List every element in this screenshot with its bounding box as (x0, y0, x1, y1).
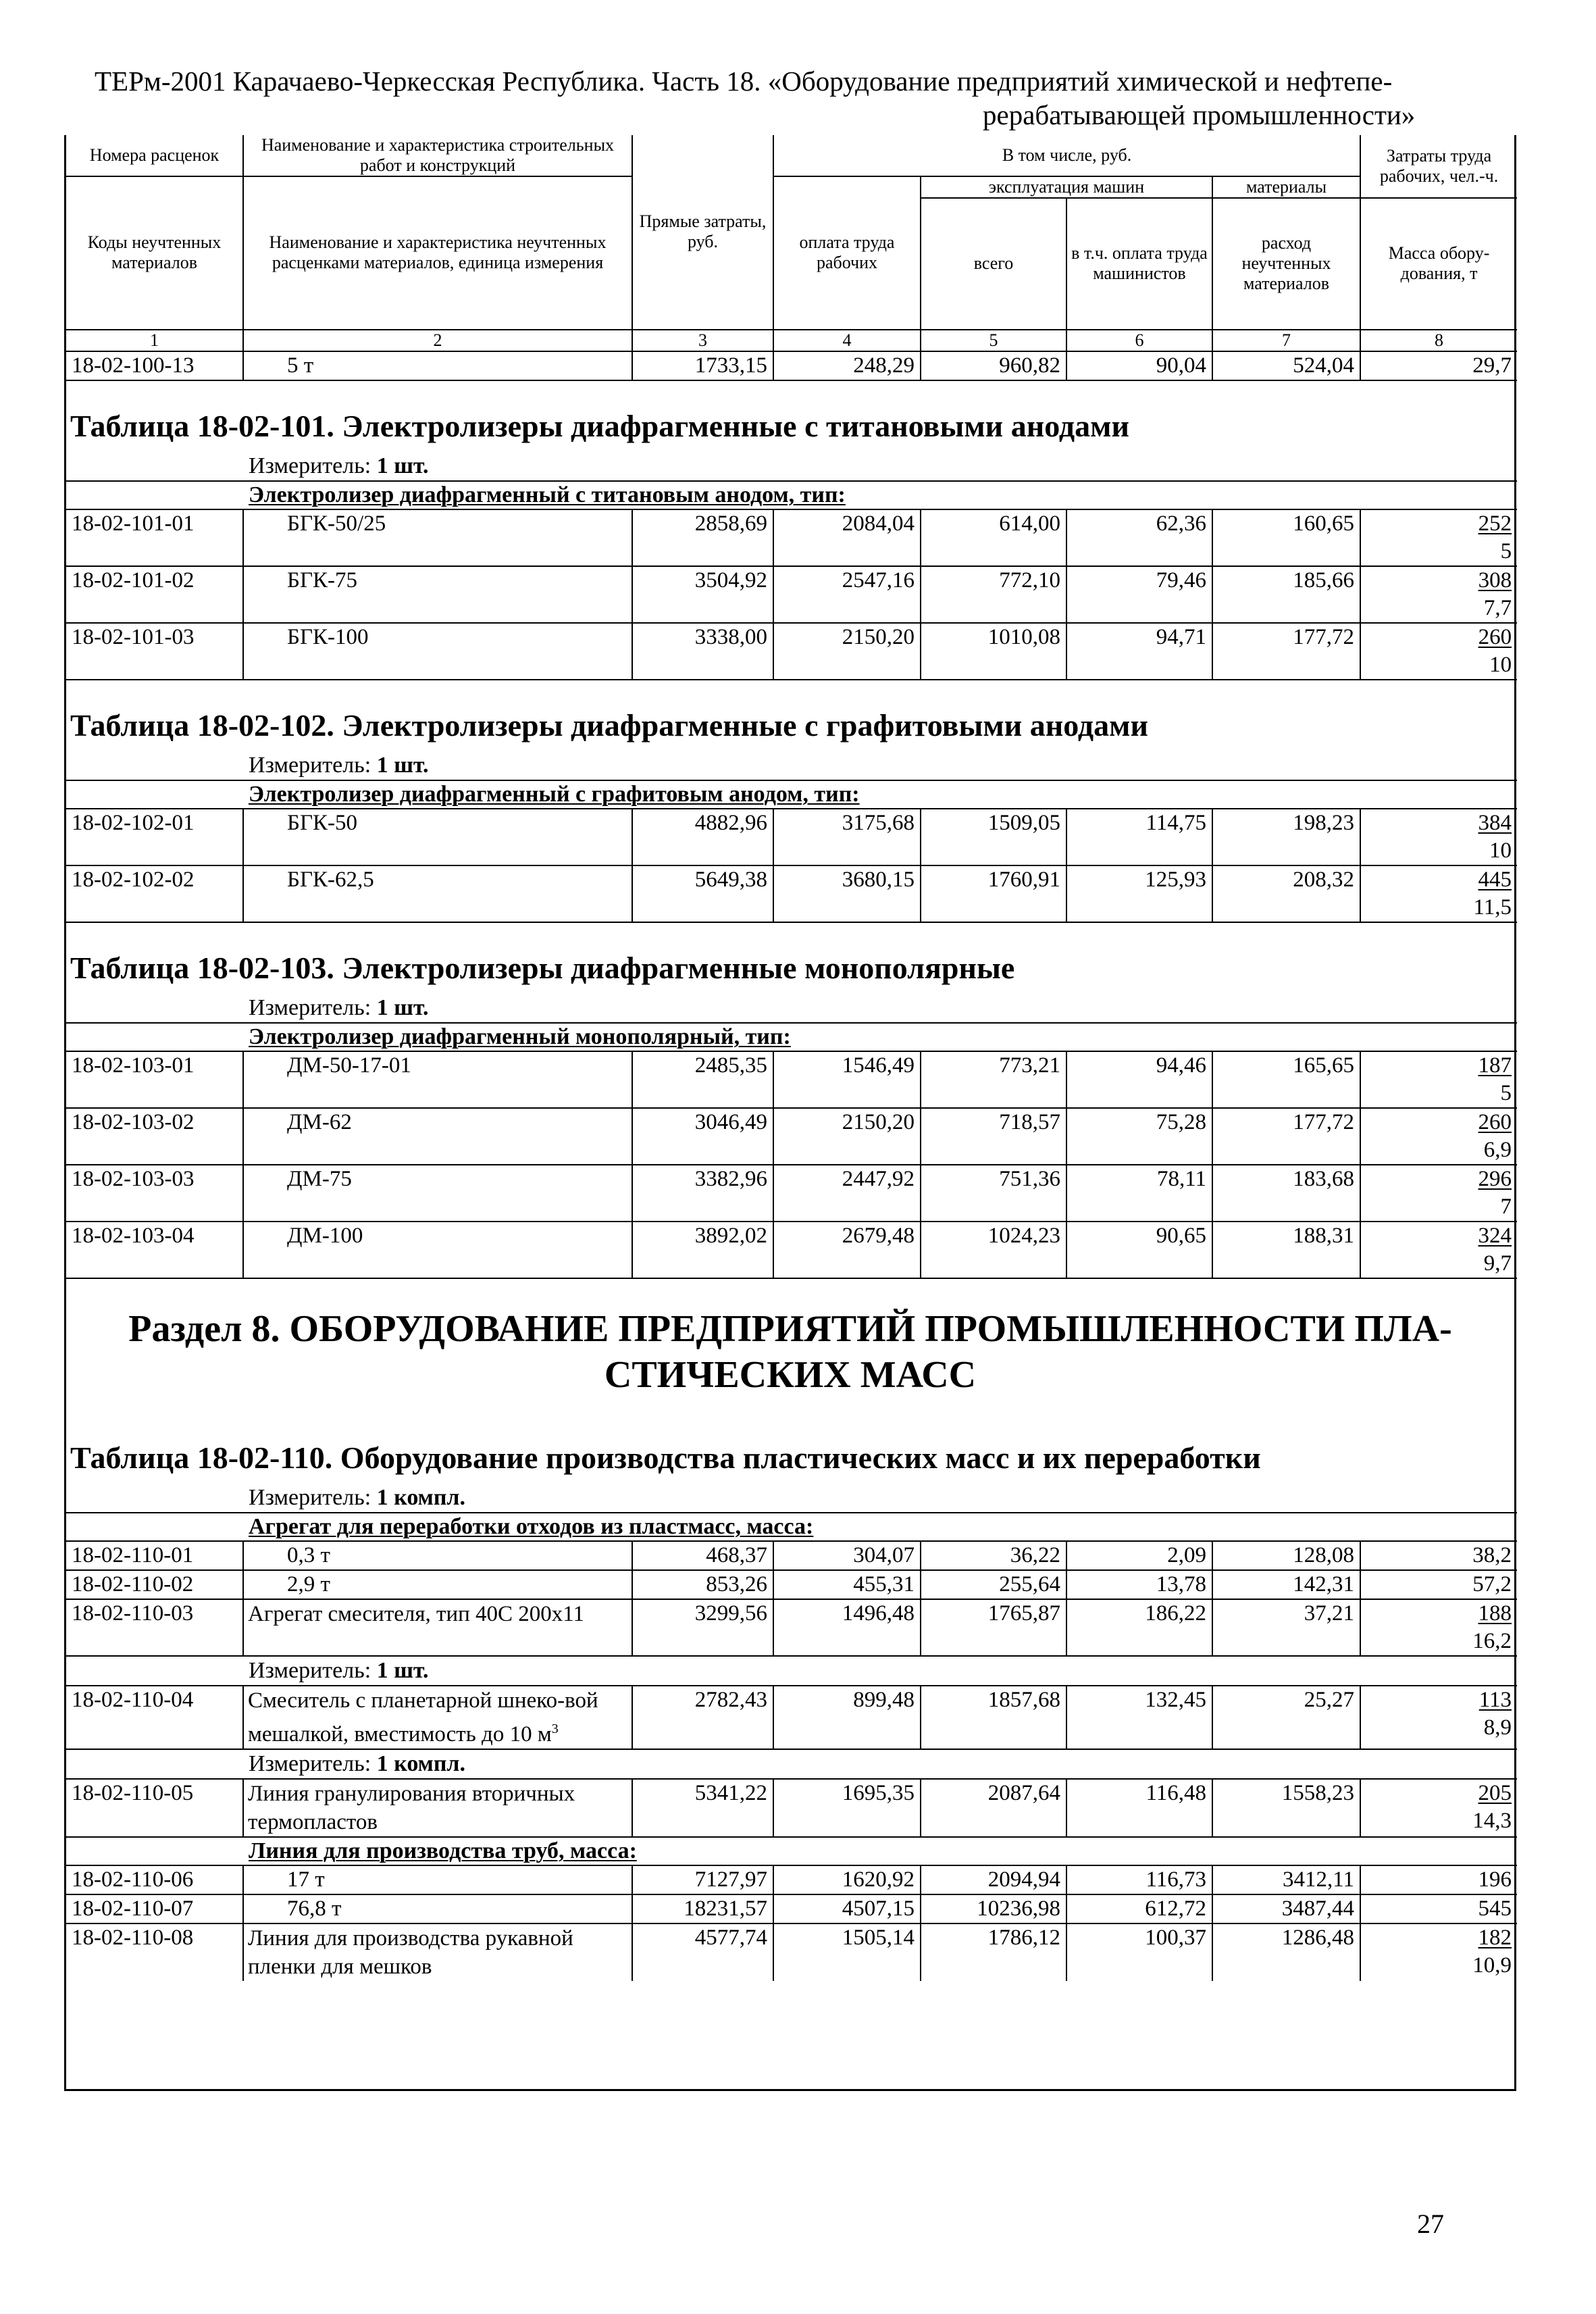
unit-value: 1 компл. (376, 1751, 466, 1776)
col1-header-bottom: Коды неучтенных материалов (66, 176, 243, 330)
group-label: Электролизер диафрагменный с титановым анодом, тип: (243, 481, 1517, 509)
labor-pay: 2084,04 (773, 509, 921, 566)
unit-label: Измеритель: (249, 1657, 371, 1683)
col-number-3: 3 (632, 330, 773, 351)
unit-label: Измеритель: (249, 1484, 371, 1510)
direct-cost: 2782,43 (632, 1686, 773, 1749)
materials-cost: 1558,23 (1212, 1779, 1360, 1837)
rate-name: БГК-50 (243, 809, 632, 865)
labor-hours: 260 (1478, 1109, 1512, 1134)
col4-header: оплата труда рабочих (773, 176, 921, 330)
rate-name-text: Смеситель с планетарной шнеко-вой мешалкой, вместимость до 10 м (248, 1688, 598, 1746)
machinists-pay: 612,72 (1066, 1894, 1212, 1923)
labor-pay: 899,48 (773, 1686, 921, 1749)
equipment-mass: 5 (1500, 1080, 1512, 1105)
rate-code: 18-02-110-08 (66, 1923, 243, 1981)
table-row (66, 1894, 1517, 1923)
labor-mass-cell (1360, 1051, 1517, 1108)
equipment-mass: 8,9 (1483, 1715, 1512, 1740)
rate-code: 18-02-110-02 (66, 1570, 243, 1599)
rate-name: ДМ-50-17-01 (243, 1051, 632, 1108)
direct-cost: 5341,22 (632, 1779, 773, 1837)
direct-cost: 4882,96 (632, 809, 773, 865)
direct-cost: 468,37 (632, 1541, 773, 1570)
rate-name: 5 т (243, 352, 632, 380)
machines-total: 960,82 (921, 352, 1066, 380)
rate-code: 18-02-110-06 (66, 1865, 243, 1894)
rate-name: Линия для производства рукавной пленки для мешков (243, 1923, 632, 1981)
rate-code: 18-02-110-03 (66, 1599, 243, 1656)
rate-code: 18-02-110-07 (66, 1894, 243, 1923)
rate-name: 2,9 т (243, 1570, 632, 1599)
col6-header: в т.ч. оплата труда машинистов (1066, 198, 1212, 330)
rate-code: 18-02-103-04 (66, 1222, 243, 1278)
direct-cost: 3338,00 (632, 623, 773, 680)
table-row (66, 1686, 1517, 1749)
labor-mass-cell (1360, 1923, 1517, 1981)
direct-cost: 853,26 (632, 1570, 773, 1599)
machines-total: 1786,12 (921, 1923, 1066, 1981)
machinists-pay: 114,75 (1066, 809, 1212, 865)
table-row (66, 1570, 1517, 1599)
rates-table-103 (66, 1022, 1517, 1279)
page-number: 27 (1417, 2209, 1444, 2239)
labor-pay: 1695,35 (773, 1779, 921, 1837)
machines-total: 1857,68 (921, 1686, 1066, 1749)
table-row (66, 1108, 1517, 1165)
materials-cost: 188,31 (1212, 1222, 1360, 1278)
machinists-pay: 94,71 (1066, 623, 1212, 680)
table-row (66, 1222, 1517, 1278)
direct-cost: 3892,02 (632, 1222, 773, 1278)
labor-pay: 2679,48 (773, 1222, 921, 1278)
labor-hours: 205 (1478, 1780, 1512, 1805)
direct-cost: 3504,92 (632, 566, 773, 623)
group-label: Линия для производства труб, масса: (243, 1837, 1517, 1865)
rate-code: 18-02-100-13 (66, 352, 243, 380)
rate-name: БГК-75 (243, 566, 632, 623)
col3-header: Прямые затраты, руб. (632, 135, 773, 330)
unit-line (66, 1484, 1514, 1512)
incl-header: В том числе, руб. (773, 135, 1360, 176)
direct-cost: 18231,57 (632, 1894, 773, 1923)
machines-total: 255,64 (921, 1570, 1066, 1599)
rate-name: 76,8 т (243, 1894, 632, 1923)
labor-mass-cell (1360, 1779, 1517, 1837)
col-number-1: 1 (66, 330, 243, 351)
labor-mass-cell (1360, 566, 1517, 623)
rate-name: 0,3 т (243, 1541, 632, 1570)
carry-over-table (66, 352, 1517, 381)
labor-hours: 308 (1478, 568, 1512, 593)
direct-cost: 2485,35 (632, 1051, 773, 1108)
unit-label: Измеритель: (249, 995, 371, 1020)
machines-header: эксплуатация машин (921, 176, 1212, 198)
direct-cost: 7127,97 (632, 1865, 773, 1894)
rate-name: ДМ-100 (243, 1222, 632, 1278)
labor-pay: 3680,15 (773, 865, 921, 922)
materials-cost: 183,68 (1212, 1165, 1360, 1222)
unit-value: 1 компл. (376, 1484, 466, 1510)
rates-table-102 (66, 780, 1517, 923)
equipment-mass: 10 (1489, 652, 1512, 677)
table-row (66, 1541, 1517, 1570)
materials-cost: 165,65 (1212, 1051, 1360, 1108)
labor-pay: 2547,16 (773, 566, 921, 623)
materials-cost: 160,65 (1212, 509, 1360, 566)
machinists-pay: 79,46 (1066, 566, 1212, 623)
labor-mass-cell (1360, 1108, 1517, 1165)
machines-total: 772,10 (921, 566, 1066, 623)
materials-cost: 1286,48 (1212, 1923, 1360, 1981)
materials-cost: 25,27 (1212, 1686, 1360, 1749)
unit-value: 1 шт. (376, 453, 429, 478)
machines-total: 751,36 (921, 1165, 1066, 1222)
table-row (66, 1165, 1517, 1222)
direct-cost: 1733,15 (632, 352, 773, 380)
rate-code: 18-02-102-01 (66, 809, 243, 865)
table-row (66, 623, 1517, 680)
labor-pay: 1505,14 (773, 1923, 921, 1981)
rate-name: ДМ-75 (243, 1165, 632, 1222)
table-title: Таблица 18-02-110. Оборудование производства пластических масс и их переработки (70, 1440, 1261, 1475)
rate-code: 18-02-103-02 (66, 1108, 243, 1165)
labor-hours: 324 (1478, 1223, 1512, 1248)
labor-mass-cell (1360, 1686, 1517, 1749)
materials-cost: 524,04 (1212, 352, 1360, 380)
header-line-2: рерабатывающей промышленности» (983, 99, 1416, 130)
rate-name: БГК-50/25 (243, 509, 632, 566)
materials-header: материалы (1212, 176, 1360, 198)
group-label: Агрегат для переработки отходов из пластмасс, масса: (243, 1513, 1517, 1541)
machinists-pay: 90,65 (1066, 1222, 1212, 1278)
col8-header-bottom: Масса обору-дования, т (1360, 198, 1517, 330)
machinists-pay: 100,37 (1066, 1923, 1212, 1981)
materials-cost: 198,23 (1212, 809, 1360, 865)
col-number-4: 4 (773, 330, 921, 351)
table-row (66, 865, 1517, 922)
labor-hours: 296 (1478, 1166, 1512, 1191)
labor-hours: 182 (1478, 1925, 1512, 1950)
materials-cost: 177,72 (1212, 623, 1360, 680)
machinists-pay: 78,11 (1066, 1165, 1212, 1222)
rate-name: ДМ-62 (243, 1108, 632, 1165)
machinists-pay: 13,78 (1066, 1570, 1212, 1599)
rate-name: Линия гранулирования вторичных термопластов (243, 1779, 632, 1837)
labor-hours: 29,7 (1360, 352, 1517, 380)
materials-cost: 177,72 (1212, 1108, 1360, 1165)
labor-hours: 252 (1478, 511, 1512, 536)
col8-header-top: Затраты труда рабочих, чел.-ч. (1360, 135, 1517, 198)
labor-pay: 1496,48 (773, 1599, 921, 1656)
labor-pay: 248,29 (773, 352, 921, 380)
rate-code: 18-02-110-05 (66, 1779, 243, 1837)
equipment-mass: 5 (1500, 538, 1512, 563)
labor-pay: 1546,49 (773, 1051, 921, 1108)
machines-total: 614,00 (921, 509, 1066, 566)
table-row (66, 566, 1517, 623)
unit-value: 1 шт. (376, 995, 429, 1020)
machinists-pay: 125,93 (1066, 865, 1212, 922)
col-number-5: 5 (921, 330, 1066, 351)
materials-cost: 37,21 (1212, 1599, 1360, 1656)
direct-cost: 4577,74 (632, 1923, 773, 1981)
unit-line (66, 751, 1514, 780)
rate-code: 18-02-110-01 (66, 1541, 243, 1570)
rate-code: 18-02-103-01 (66, 1051, 243, 1108)
table-title: Таблица 18-02-103. Электролизеры диафрагменные монополярные (70, 950, 1015, 985)
rate-name: БГК-62,5 (243, 865, 632, 922)
equipment-mass: 16,2 (1472, 1628, 1512, 1653)
col-number-8: 8 (1360, 330, 1517, 351)
labor-pay: 3175,68 (773, 809, 921, 865)
unit-label: Измеритель: (249, 1751, 371, 1776)
labor-pay: 2150,20 (773, 1108, 921, 1165)
labor-hours: 384 (1478, 810, 1512, 835)
rate-code: 18-02-103-03 (66, 1165, 243, 1222)
labor-hours: 38,2 (1360, 1541, 1517, 1570)
table-title: Таблица 18-02-101. Электролизеры диафрагменные с титановыми анодами (70, 408, 1129, 443)
equipment-mass: 11,5 (1473, 895, 1512, 920)
labor-mass-cell (1360, 509, 1517, 566)
col-number-2: 2 (243, 330, 632, 351)
unit-value: 1 шт. (376, 752, 429, 778)
machinists-pay: 90,04 (1066, 352, 1212, 380)
labor-pay: 2150,20 (773, 623, 921, 680)
materials-cost: 3487,44 (1212, 1894, 1360, 1923)
labor-hours: 445 (1478, 867, 1512, 892)
rate-code: 18-02-102-02 (66, 865, 243, 922)
machinists-pay: 75,28 (1066, 1108, 1212, 1165)
rate-code: 18-02-110-04 (66, 1686, 243, 1749)
rate-name (243, 1686, 632, 1749)
labor-mass-cell (1360, 1165, 1517, 1222)
machines-total: 773,21 (921, 1051, 1066, 1108)
col7-header: расход неучтенных материалов (1212, 198, 1360, 330)
machinists-pay: 116,48 (1066, 1779, 1212, 1837)
table-row (66, 1051, 1517, 1108)
unit-line (66, 994, 1514, 1022)
machinists-pay: 2,09 (1066, 1541, 1212, 1570)
direct-cost: 3046,49 (632, 1108, 773, 1165)
equipment-mass: 6,9 (1483, 1137, 1512, 1162)
machines-total: 1509,05 (921, 809, 1066, 865)
unit-value: 1 шт. (376, 1657, 429, 1683)
rate-name: 17 т (243, 1865, 632, 1894)
equipment-mass: 7,7 (1483, 595, 1512, 620)
document-table-frame (64, 135, 1516, 2091)
table-row (66, 809, 1517, 865)
table-row (66, 1865, 1517, 1894)
direct-cost: 3299,56 (632, 1599, 773, 1656)
machines-total: 1010,08 (921, 623, 1066, 680)
table-row (66, 1599, 1517, 1656)
machinists-pay: 94,46 (1066, 1051, 1212, 1108)
rates-table-110 (66, 1512, 1517, 1981)
machines-total: 1765,87 (921, 1599, 1066, 1656)
machines-total: 2087,64 (921, 1779, 1066, 1837)
machines-total: 1024,23 (921, 1222, 1066, 1278)
labor-pay: 455,31 (773, 1570, 921, 1599)
labor-mass-cell (1360, 623, 1517, 680)
labor-hours: 545 (1360, 1894, 1517, 1923)
machines-total: 2094,94 (921, 1865, 1066, 1894)
unit-line (66, 452, 1514, 480)
unit-line (243, 1749, 1517, 1779)
labor-mass-cell (1360, 1222, 1517, 1278)
equipment-mass: 10 (1489, 838, 1512, 863)
direct-cost: 5649,38 (632, 865, 773, 922)
col-number-6: 6 (1066, 330, 1212, 351)
equipment-mass: 7 (1500, 1194, 1512, 1219)
col2-header-top: Наименование и характеристика строительных работ и конструкций (243, 135, 632, 176)
rate-name: Агрегат смесителя, тип 40С 200x11 (243, 1599, 632, 1656)
direct-cost: 2858,69 (632, 509, 773, 566)
labor-pay: 2447,92 (773, 1165, 921, 1222)
column-header (66, 135, 1517, 352)
col2-header-bottom: Наименование и характеристика неучтенных расценками материалов, единица измерения (243, 176, 632, 330)
equipment-mass: 14,3 (1472, 1808, 1512, 1833)
group-label: Электролизер диафрагменный с графитовым анодом, тип: (243, 780, 1517, 809)
machines-total: 718,57 (921, 1108, 1066, 1165)
materials-cost: 142,31 (1212, 1570, 1360, 1599)
group-label: Электролизер диафрагменный монополярный, тип: (243, 1023, 1517, 1051)
labor-pay: 1620,92 (773, 1865, 921, 1894)
col-number-7: 7 (1212, 330, 1360, 351)
labor-mass-cell (1360, 865, 1517, 922)
machines-total: 1760,91 (921, 865, 1066, 922)
table-row (66, 509, 1517, 566)
labor-hours: 113 (1478, 1687, 1512, 1712)
table-title: Таблица 18-02-102. Электролизеры диафрагменные с графитовыми анодами (70, 707, 1149, 743)
col1-header-top: Номера расценок (66, 135, 243, 176)
equipment-mass: 10,9 (1472, 1953, 1512, 1978)
materials-cost: 208,32 (1212, 865, 1360, 922)
materials-cost: 3412,11 (1212, 1865, 1360, 1894)
unit-line (243, 1656, 1517, 1686)
machines-total: 36,22 (921, 1541, 1066, 1570)
machinists-pay: 62,36 (1066, 509, 1212, 566)
machines-total: 10236,98 (921, 1894, 1066, 1923)
section-heading-line-1: Раздел 8. ОБОРУДОВАНИЕ ПРЕДПРИЯТИЙ ПРОМЫШЛЕННОСТИ ПЛА- (128, 1307, 1452, 1350)
col5-header: всего (921, 198, 1066, 330)
rate-code: 18-02-101-01 (66, 509, 243, 566)
rates-table-101 (66, 480, 1517, 680)
header-line-1: ТЕРм-2001 Карачаево-Черкесская Республика. Часть 18. «Оборудование предприятий химической и нефтепе- (95, 66, 1393, 97)
table-row (66, 1779, 1517, 1837)
labor-hours: 260 (1478, 624, 1512, 649)
rate-code: 18-02-101-03 (66, 623, 243, 680)
rate-code: 18-02-101-02 (66, 566, 243, 623)
equipment-mass: 9,7 (1483, 1251, 1512, 1276)
labor-mass-cell (1360, 809, 1517, 865)
labor-hours: 196 (1360, 1865, 1517, 1894)
table-row (66, 1923, 1517, 1981)
labor-hours: 187 (1478, 1053, 1512, 1078)
labor-mass-cell (1360, 1599, 1517, 1656)
labor-pay: 4507,15 (773, 1894, 921, 1923)
materials-cost: 185,66 (1212, 566, 1360, 623)
labor-hours: 57,2 (1360, 1570, 1517, 1599)
unit-label: Измеритель: (249, 752, 371, 778)
unit-label: Измеритель: (249, 453, 371, 478)
direct-cost: 3382,96 (632, 1165, 773, 1222)
materials-cost: 128,08 (1212, 1541, 1360, 1570)
machinists-pay: 116,73 (1066, 1865, 1212, 1894)
labor-hours: 188 (1478, 1601, 1512, 1626)
rate-name: БГК-100 (243, 623, 632, 680)
cubic-superscript: 3 (551, 1721, 559, 1736)
machinists-pay: 186,22 (1066, 1599, 1212, 1656)
table-row (66, 352, 1517, 380)
machinists-pay: 132,45 (1066, 1686, 1212, 1749)
labor-pay: 304,07 (773, 1541, 921, 1570)
section-heading-line-2: СТИЧЕСКИХ МАСС (604, 1353, 977, 1396)
